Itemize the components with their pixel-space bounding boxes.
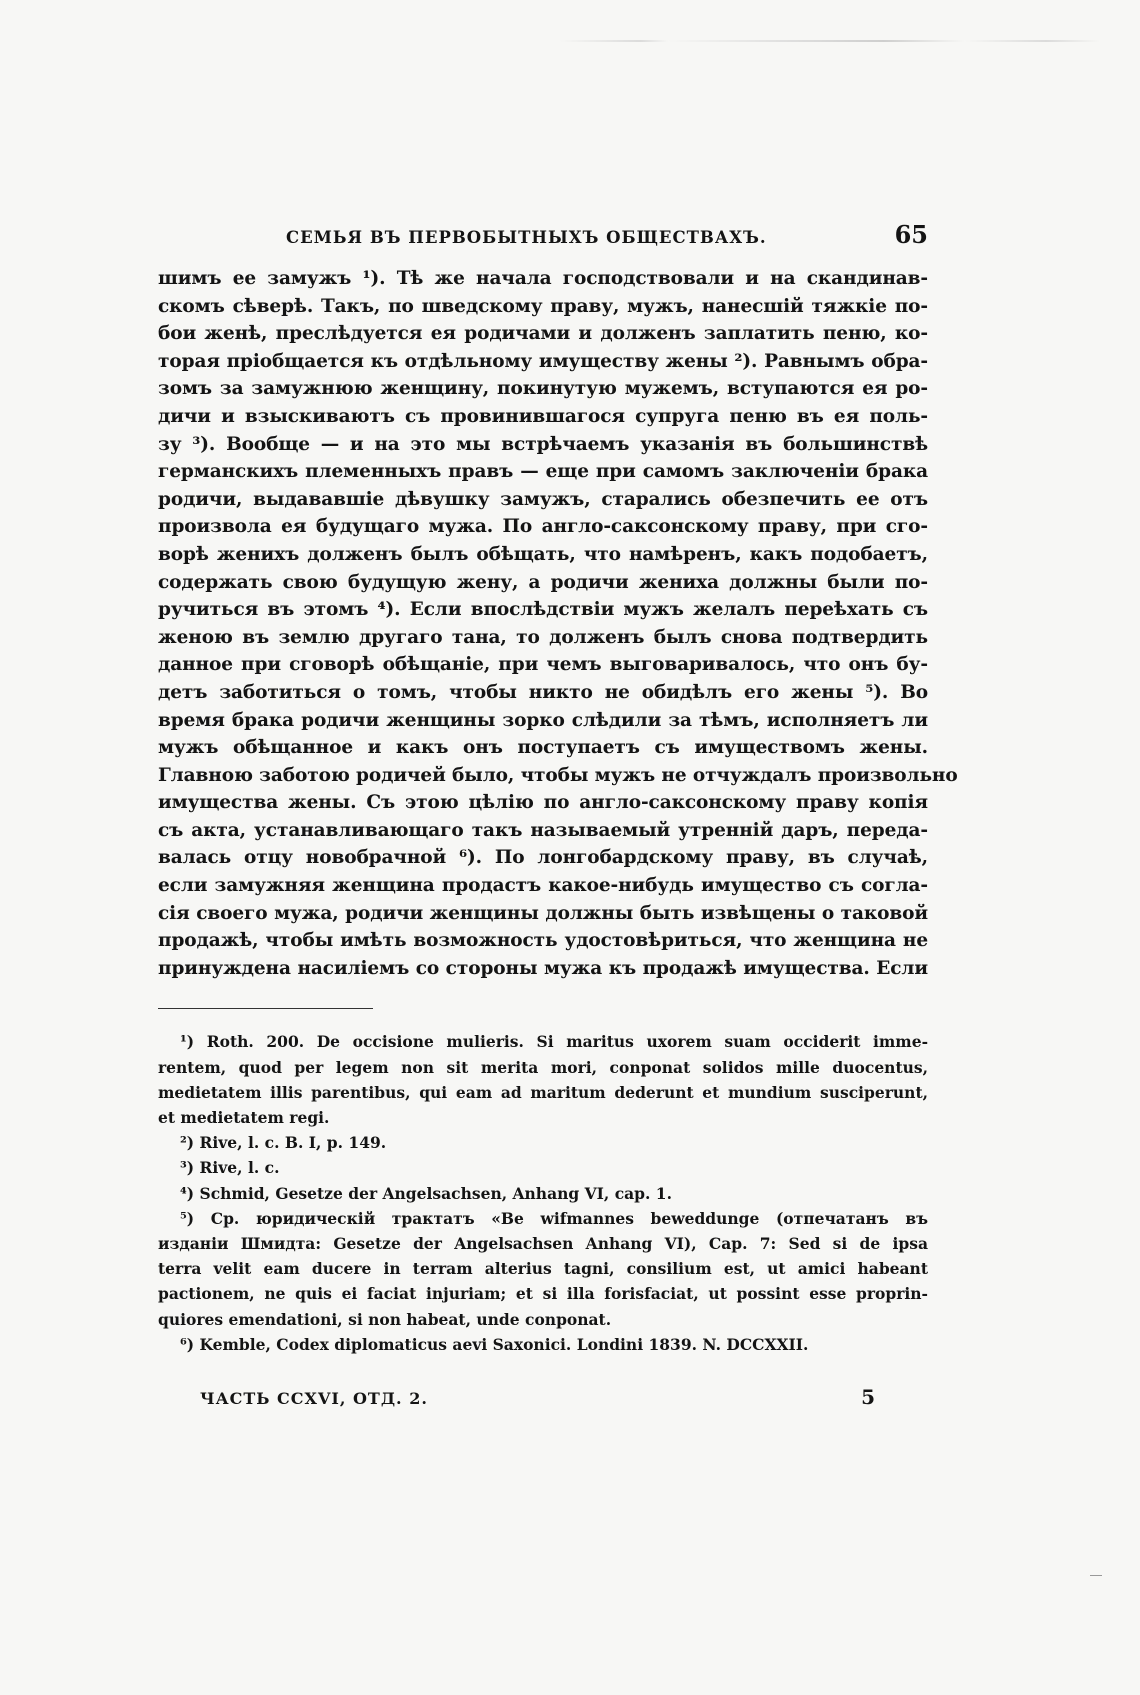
- text-line: дичи и взыскиваютъ съ провинившагося супруга пеню въ ея поль-: [158, 405, 928, 427]
- text-line: имущества жены. Съ этою цѣлію по англо-саксонскому праву копія: [158, 792, 928, 814]
- text-line: Главною заботою родичей было, чтобы мужъ не отчуждалъ произвольно: [158, 764, 958, 786]
- footnote-rule: [158, 1008, 373, 1009]
- footnote-start: ³) Rive, l. c.: [180, 1158, 280, 1178]
- scan-margin-mark: [1090, 1575, 1102, 1576]
- text-line: ворѣ женихъ долженъ былъ обѣщать, что намѣренъ, какъ подобаетъ,: [158, 543, 928, 565]
- text-line: родичи, выдававшіе дѣвушку замужъ, старались обезпечить ее отъ: [158, 488, 928, 510]
- page-footer: [158, 1385, 928, 1409]
- running-head: [158, 220, 928, 249]
- footnote-line: rentem, quod per legem non sit merita mori, conponat solidos mille duocentus,: [158, 1057, 928, 1077]
- footnotes: [158, 1029, 928, 1357]
- footnote-line: medietatem illis parentibus, qui eam ad maritum dederunt et mundium susciperunt,: [158, 1082, 928, 1102]
- text-line: женою въ землю другаго тана, то долженъ былъ снова подтвердить: [158, 626, 928, 648]
- footnote-start: ⁴) Schmid, Gesetze der Angelsachsen, Anhang VI, cap. 1.: [180, 1183, 672, 1203]
- body-text: [158, 265, 958, 982]
- text-line: ручиться въ этомъ ⁴). Если впослѣдствіи мужъ желалъ переѣхать съ: [158, 599, 928, 621]
- text-line: содержать свою будущую жену, а родичи жениха должны были по-: [158, 571, 928, 593]
- footnote-start: ¹) Roth. 200. De occisione mulieris. Si maritus uxorem suam occiderit imme-: [180, 1032, 928, 1052]
- text-line: валась отцу новобрачной ⁶). По лонгобардскому праву, въ случаѣ,: [158, 847, 928, 869]
- footnote-start: ⁵) Ср. юридическій трактатъ «Be wifmannes beweddunge (отпечатанъ въ: [180, 1208, 928, 1228]
- text-line: время брака родичи женщины зорко слѣдили за тѣмъ, исполняетъ ли: [158, 709, 928, 731]
- text-line: шимъ ее замужъ ¹). Тѣ же начала господствовали и на скандинав-: [158, 268, 928, 289]
- footnote-line: et medietatem regi.: [158, 1108, 330, 1128]
- running-title: СЕМЬЯ ВЪ ПЕРВОБЫТНЫХЪ ОБЩЕСТВАХЪ.: [285, 228, 767, 247]
- text-line: германскихъ племенныхъ правъ — еще при самомъ заключеніи брака: [158, 461, 928, 483]
- text-line: бои женѣ, преслѣдуется ея родичами и долженъ заплатить пеню, ко-: [158, 323, 928, 345]
- text-line: скомъ сѣверѣ. Такъ, по шведскому праву, мужъ, нанесшій тяжкіе по-: [158, 295, 928, 317]
- text-line: торая пріобщается къ отдѣльному имуществу жены ²). Равнымъ обра-: [158, 350, 928, 372]
- scan-artifact: [560, 40, 1100, 42]
- text-line: зу ³). Вообще — и на это мы встрѣчаемъ указанія въ большинствѣ: [158, 433, 928, 455]
- text-line: детъ заботиться о томъ, чтобы никто не обидѣлъ его жены ⁵). Во: [158, 681, 928, 703]
- text-line: продажѣ, чтобы имѣть возможность удостовѣриться, что женщина не: [158, 930, 928, 952]
- text-line: съ акта, устанавливающаго такъ называемый утренній даръ, переда-: [158, 819, 928, 841]
- footnote-line: pactionem, ne quis ei faciat injuriam; et si illa forisfaciat, ut possint esse proprin-: [158, 1284, 928, 1304]
- text-line: если замужняя женщина продастъ какое-нибудь имущество съ согла-: [158, 875, 928, 897]
- text-line: данное при сговорѣ обѣщаніе, при чемъ выговаривалось, что онъ бу-: [158, 654, 928, 676]
- book-page: [158, 220, 958, 1410]
- part-label: ЧАСТЬ CCXVI, ОТД. 2.: [200, 1389, 428, 1409]
- text-line: принуждена насиліемъ со стороны мужа къ продажѣ имущества. Если: [158, 957, 928, 979]
- footnote-line: изданіи Шмидта: Gesetze der Angelsachsen Anhang VI), Cap. 7: Sed si de ipsa: [158, 1234, 928, 1254]
- text-line: произвола ея будущаго мужа. По англо-саксонскому праву, при сго-: [158, 516, 928, 538]
- text-line: зомъ за замужнюю женщину, покинутую мужемъ, вступаются ея ро-: [158, 378, 928, 400]
- footnote-start: ⁶) Kemble, Codex diplomaticus aevi Saxonici. Londini 1839. N. DCCXXII.: [180, 1334, 809, 1354]
- footnote-line: terra velit eam ducere in terram alterius tagni, consilium est, ut amici habeant: [158, 1259, 928, 1279]
- footnote-start: ²) Rive, l. c. B. I, p. 149.: [180, 1133, 387, 1153]
- footnote-line: quiores emendationi, si non habeat, unde conponat.: [158, 1309, 612, 1329]
- text-line: сія своего мужа, родичи женщины должны быть извѣщены о таковой: [158, 902, 928, 924]
- signature-mark: 5: [861, 1385, 876, 1410]
- text-line: мужъ обѣщанное и какъ онъ поступаетъ съ имуществомъ жены.: [158, 737, 928, 759]
- page-number: 65: [894, 220, 928, 249]
